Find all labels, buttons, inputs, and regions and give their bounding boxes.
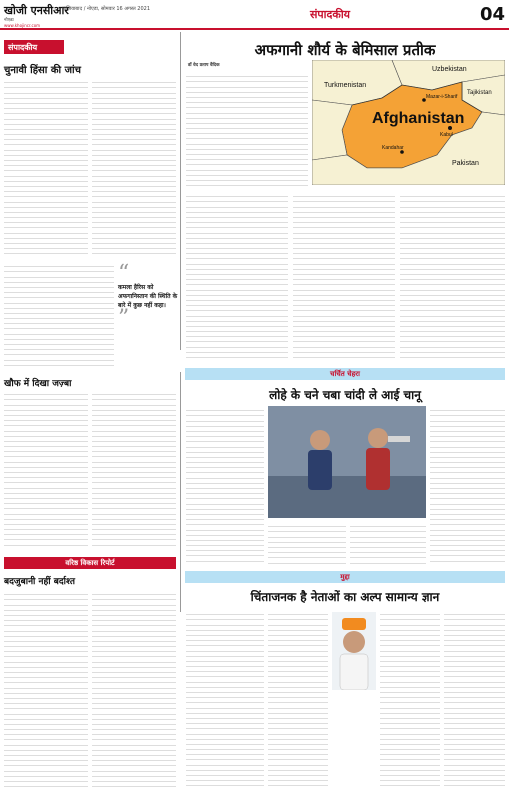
main-article-body [186, 192, 288, 362]
pull-quote-text: कमला हैरिस को अफगानिस्तान की स्थिति के बारे में कुछ नहीं कहा। [118, 284, 178, 309]
politics-headline: चिंताजनक है नेताओं का अल्प सामान्य ज्ञान [250, 590, 440, 604]
politics-article-body [186, 610, 264, 792]
quote-close-icon: ” [118, 306, 130, 331]
left-bottom-body [4, 590, 88, 792]
main-article-body [186, 72, 308, 188]
left-bottom-body [92, 590, 176, 792]
map-label-kabul: Kabul [440, 132, 453, 138]
politics-article-body [444, 610, 505, 792]
left-bottom-banner-text: वरिष्ठ विकास रिपोर्ट [65, 559, 115, 567]
map-label-afghanistan: Afghanistan [372, 110, 465, 127]
map-label-tajikistan: Tajikistan [467, 90, 492, 96]
map-label-pakistan: Pakistan [452, 160, 479, 167]
issue-banner-text: मुद्दा [340, 573, 350, 581]
brand-website[interactable]: www.khojincr.com [4, 23, 41, 28]
iron-headline: लोहे के चने चबा चांदी ले आई चानू [269, 388, 421, 402]
map-label-kandahar: Kandahar [382, 145, 404, 151]
fear-section-title: खौफ में दिखा जज़्बा [4, 379, 72, 389]
politician-photo [332, 612, 376, 690]
profile-banner [185, 368, 505, 380]
left-bottom-title: बदजुबानी नहीं बर्दाश्त [4, 577, 75, 587]
editorial-label [4, 40, 64, 54]
editorial-title: चुनावी हिंसा की जांच [4, 65, 81, 76]
map-label-uzbekistan: Uzbekistan [432, 66, 467, 73]
politician-photo-graphic [332, 612, 376, 690]
iron-article-body [350, 522, 426, 566]
profile-banner-text: चर्चित चेहरा [330, 370, 360, 378]
map-label-turkmenistan: Turkmenistan [324, 82, 367, 89]
fear-section-body [4, 390, 88, 550]
issue-banner [185, 571, 505, 583]
afghanistan-map [312, 60, 505, 185]
section-title: संपादकीय [310, 8, 351, 21]
main-headline: अफगानी शौर्य के बेमिसाल प्रतीक [254, 41, 436, 59]
weightlifter-photo [268, 406, 426, 518]
brand-city: नोएडा [4, 18, 14, 23]
main-article-body [400, 192, 505, 362]
iron-article-body [268, 522, 346, 566]
editorial-body-text [92, 78, 176, 258]
main-article-body [293, 192, 395, 362]
column-divider [180, 372, 181, 612]
page-number: 04 [479, 4, 505, 25]
iron-article-body [430, 406, 505, 566]
left-bottom-banner [4, 557, 176, 569]
edition-date: गाज़ियाबाद / नोएडा, सोमवार 16 अगस्त 2021 [62, 6, 151, 12]
editorial-body-text [4, 78, 88, 258]
fear-section-body [92, 390, 176, 550]
masthead [0, 0, 509, 30]
editorial-label-text: संपादकीय [8, 43, 38, 52]
politics-article-body [380, 610, 440, 792]
quote-open-icon: “ [118, 261, 130, 286]
column-divider [180, 32, 181, 350]
main-byline: डॉ वेद प्रताप वैदिक [188, 63, 220, 68]
brand-logo: खोजी एनसीआर [4, 4, 69, 17]
politics-article-body [268, 610, 328, 792]
iron-article-body [186, 406, 264, 566]
editorial-body-text [4, 262, 114, 370]
weightlifter-photo-graphic [268, 406, 426, 518]
map-label-mazar: Mazar-i-Sharif [426, 94, 458, 100]
